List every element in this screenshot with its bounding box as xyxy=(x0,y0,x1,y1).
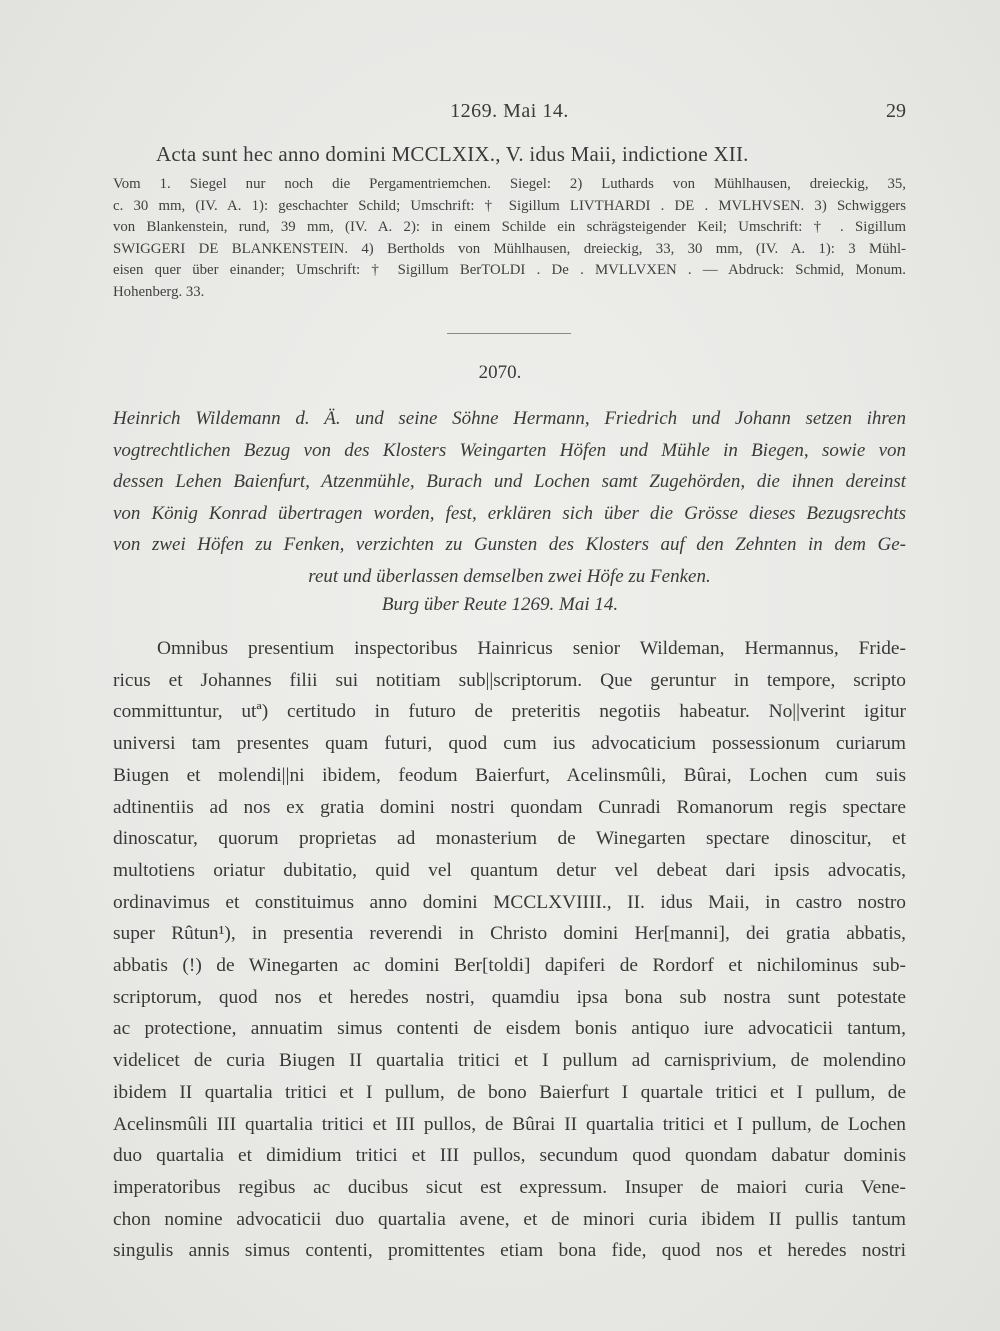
body-line: dinoscatur, quorum proprietas ad monasterium de Winegarten spectare dinoscitur, et xyxy=(113,828,906,850)
summary-line: vogtrechtlichen Bezug von des Klosters Weingarten Höfen und Mühle in Biegen, sowie von xyxy=(113,439,906,461)
body-line: adtinentiis ad nos ex gratia domini nostri quondam Cunradi Romanorum regis spectare xyxy=(113,796,906,818)
notes-line: Hohenberg. 33. xyxy=(113,283,205,300)
notes-line: c. 30 mm, (IV. A. 1): geschachter Schild; Umschrift: † Sigillum LIVTHARDI . DE . MVLHVSEN. 3) Schwiggers xyxy=(113,197,906,214)
body-line: ordinavimus et constituimus anno domini MCCLXVIIII., II. idus Maii, in castro nostro xyxy=(113,891,906,913)
summary-line: von zwei Höfen zu Fenken, verzichten zu Gunsten des Klosters auf den Zehnten in dem Ge- xyxy=(113,534,906,556)
body-line: ricus et Johannes filii sui notitiam sub||scriptorum. Que geruntur in tempore, scripto xyxy=(113,669,906,691)
summary-line: reut und überlassen demselben zwei Höfe zu Fenken. xyxy=(308,565,711,587)
body-line: Acelinsmûli III quartalia tritici et III pullos, de Bûrai II quartalia tritici et I pullum, de Lochen xyxy=(113,1113,906,1135)
running-head xyxy=(113,100,906,130)
notes-line: von Blankenstein, rund, 39 mm, (IV. A. 2): in einem Schilde ein schrägsteigender Keil; Umschrift: † . Sigillum xyxy=(113,219,906,236)
body-line: scriptorum, quod nos et heredes nostri, quamdiu ipsa bona sub nostra sunt potestate xyxy=(113,986,906,1008)
dating-line: Acta sunt hec anno domini MCCLXIX., V. idus Maii, indictione XII. xyxy=(156,142,749,166)
body-line: committuntur, utª) certitudo in futuro de preteritis negotiis habeatur. No||verint igitur xyxy=(113,701,906,723)
summary-line: dessen Lehen Baienfurt, Atzenmühle, Burach und Lochen samt Zugehörden, die ihnen dereinst xyxy=(113,471,906,493)
regest-summary xyxy=(113,403,906,593)
section-divider xyxy=(447,333,571,334)
body-line: Omnibus presentium inspectoribus Hainricus senior Wildeman, Hermannus, Fride- xyxy=(157,638,906,659)
body-line: duo quartalia et dimidium tritici et III pullos, secundum quod quondam dabatur dominis xyxy=(113,1145,906,1167)
body-line: ibidem II quartalia tritici et I pullum, de bono Baierfurt I quartale tritici et I pullum, de xyxy=(113,1081,906,1103)
body-line: singulis annis simus contenti, promittentes etiam bona fide, quod nos et heredes nostri xyxy=(113,1240,906,1262)
notes-line: SWIGGERI DE BLANKENSTEIN. 4) Bertholds von Mühlhausen, dreieckig, 33, 30 mm, (IV. A. 1): 3 Mühl- xyxy=(113,240,906,257)
running-head-title: 1269. Mai 14. xyxy=(450,100,569,122)
body-line: abbatis (!) de Winegarten ac domini Ber[toldi] dapiferi de Rordorf et nichilominus sub- xyxy=(113,955,906,977)
body-line: multotiens oriatur dubitatio, quid vel quantum detur vel debeat dari ipsis advocatis, xyxy=(113,859,906,881)
body-line: universi tam presentes quam futuri, quod cum ius advocaticium possessionum curiarum xyxy=(113,733,906,755)
body-line: chon nomine advocaticii duo quartalia avene, et de minori curia ibidem II pullis tantum xyxy=(113,1208,906,1230)
notes-line: Vom 1. Siegel nur noch die Pergamentriemchen. Siegel: 2) Luthards von Mühlhausen, dreieckig, 35, xyxy=(113,176,906,192)
charter-text xyxy=(113,633,906,1267)
notes-line: eisen quer über einander; Umschrift: † Sigillum BerTOLDI . De . MVLLVXEN . — Abdruck: Schmid, Monum. xyxy=(113,262,906,279)
body-line: ac protectione, annuatim simus contenti de eisdem bonis antiquo iure advocaticii tantum, xyxy=(113,1018,906,1040)
document-number: 2070. xyxy=(478,362,522,383)
place-date: Burg über Reute 1269. Mai 14. xyxy=(381,594,619,615)
body-line: imperatoribus regibus ac ducibus sicut est expressum. Insuper de maiori curia Vene- xyxy=(113,1176,906,1198)
seal-notes xyxy=(113,174,906,304)
summary-line: Heinrich Wildemann d. Ä. und seine Söhne Hermann, Friedrich und Johann setzen ihren xyxy=(113,408,906,429)
body-line: Biugen et molendi||ni ibidem, feodum Baierfurt, Acelinsmûli, Bûrai, Lochen cum suis xyxy=(113,764,906,786)
summary-line: von König Konrad übertragen worden, fest, erklären sich über die Grösse dieses Bezugsrechts xyxy=(113,502,906,524)
body-line: super Rûtun¹), in presentia reverendi in Christo domini Her[manni], dei gratia abbatis, xyxy=(113,923,906,945)
body-line: videlicet de curia Biugen II quartalia tritici et I pullum ad carnisprivium, de molendino xyxy=(113,1050,906,1072)
page-number: 29 xyxy=(886,100,906,122)
